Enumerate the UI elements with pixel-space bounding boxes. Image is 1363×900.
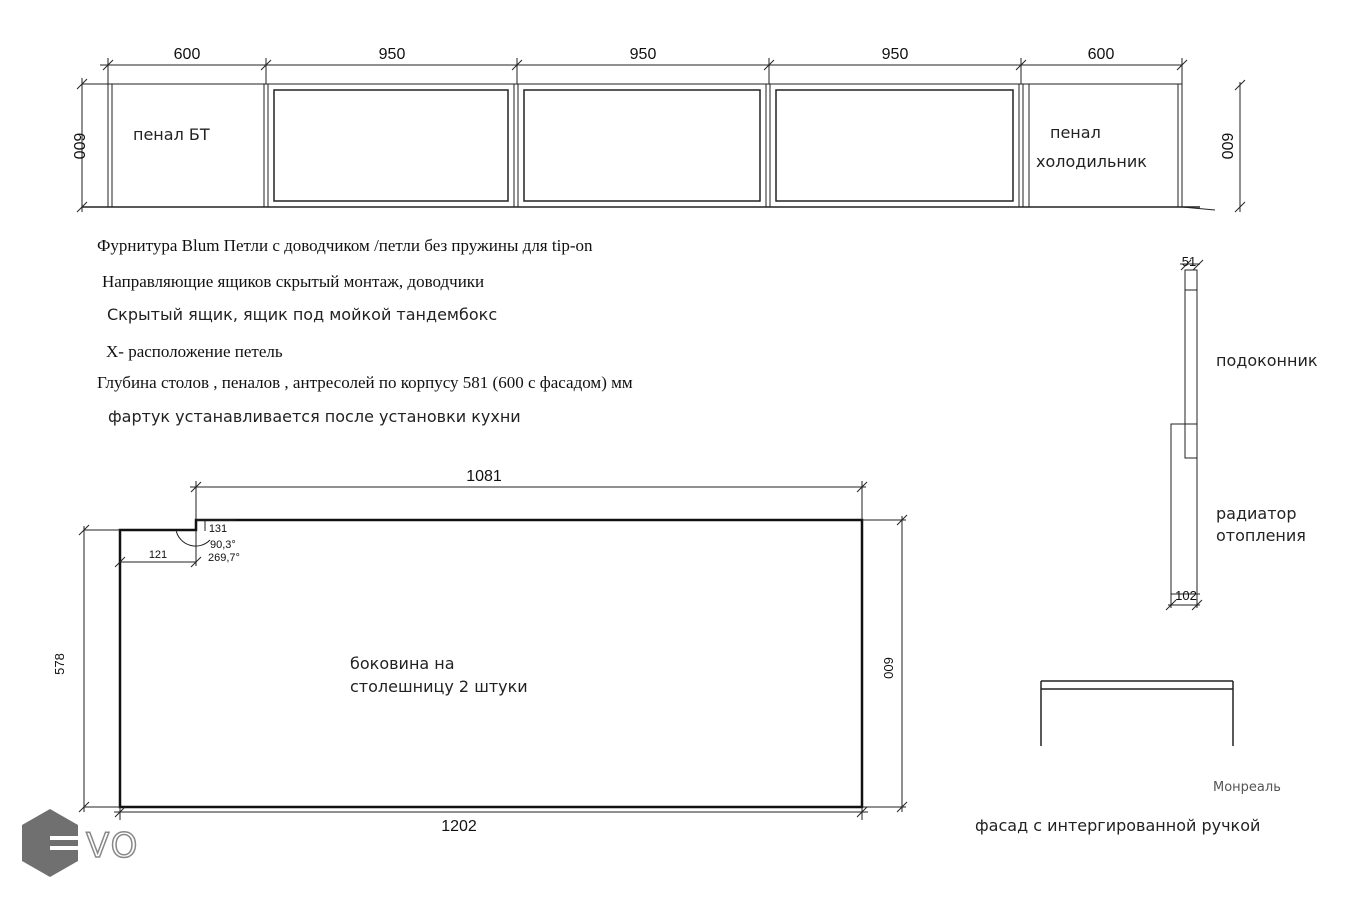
note-hidden-drawer: Скрытый ящик, ящик под мойкой тандембокс — [107, 305, 498, 324]
facade-caption: фасад с интергированной ручкой — [975, 816, 1261, 835]
cabinet-penal-bt — [108, 84, 264, 207]
top-elevation — [70, 46, 1245, 212]
label-penal: пенал — [1050, 123, 1101, 142]
label-sill: подоконник — [1216, 351, 1318, 370]
width-dim-1: 600 — [173, 46, 201, 63]
sill-top-dim: 51 — [1181, 254, 1197, 269]
note-drawer-slides: Направляющие ящиков скрытый монтаж, доводчики — [102, 272, 485, 291]
height-dim-right: 600 — [1218, 132, 1235, 160]
height-dim-left: 600 — [70, 132, 87, 160]
dim-top-width: 1081 — [466, 468, 502, 485]
evo-logo — [22, 809, 139, 877]
logo-text: VO — [86, 826, 140, 866]
sill-bottom-dim: 102 — [1175, 588, 1197, 603]
note-backsplash: фартук устанавливается после установки кухни — [108, 407, 521, 426]
dim-left-height: 578 — [52, 653, 67, 675]
facade-profile — [975, 681, 1281, 835]
width-dim-5: 600 — [1087, 46, 1115, 63]
cabinet-4 — [770, 84, 1019, 207]
cabinet-3 — [518, 84, 766, 207]
cabinet-2 — [268, 84, 514, 207]
note-hardware: Фурнитура Blum Петли с доводчиком /петли без пружины для tip-on — [97, 236, 593, 255]
note-depth: Глубина столов , пеналов , антресолей по корпусу 581 (600 с фасадом) мм — [97, 373, 633, 392]
side-panel-label-2: столешницу 2 штуки — [350, 677, 528, 696]
note-hinges: Х- расположение петель — [106, 342, 283, 361]
side-panel-label-1: боковина на — [350, 654, 455, 673]
angle-2: 269,7° — [208, 552, 240, 564]
facade-brand: Монреаль — [1213, 780, 1281, 795]
dim-notch-small: 131 — [208, 523, 228, 535]
label-radiator-1: радиатор — [1216, 504, 1297, 523]
label-fridge: холодильник — [1036, 152, 1147, 171]
label-radiator-2: отопления — [1216, 526, 1306, 545]
cabinet-penal-fridge — [1023, 84, 1178, 207]
width-dim-2: 950 — [378, 46, 406, 63]
angle-1: 90,3° — [210, 539, 236, 551]
dim-right-height: 600 — [881, 657, 896, 679]
label-penal-bt: пенал БТ — [133, 125, 210, 144]
sill-section — [1166, 254, 1318, 610]
side-panel-drawing — [52, 468, 907, 835]
width-dim-4: 950 — [881, 46, 909, 63]
dim-bottom-width: 1202 — [441, 818, 477, 835]
dim-notch: 121 — [148, 549, 168, 561]
width-dim-3: 950 — [629, 46, 657, 63]
notes — [97, 236, 633, 426]
